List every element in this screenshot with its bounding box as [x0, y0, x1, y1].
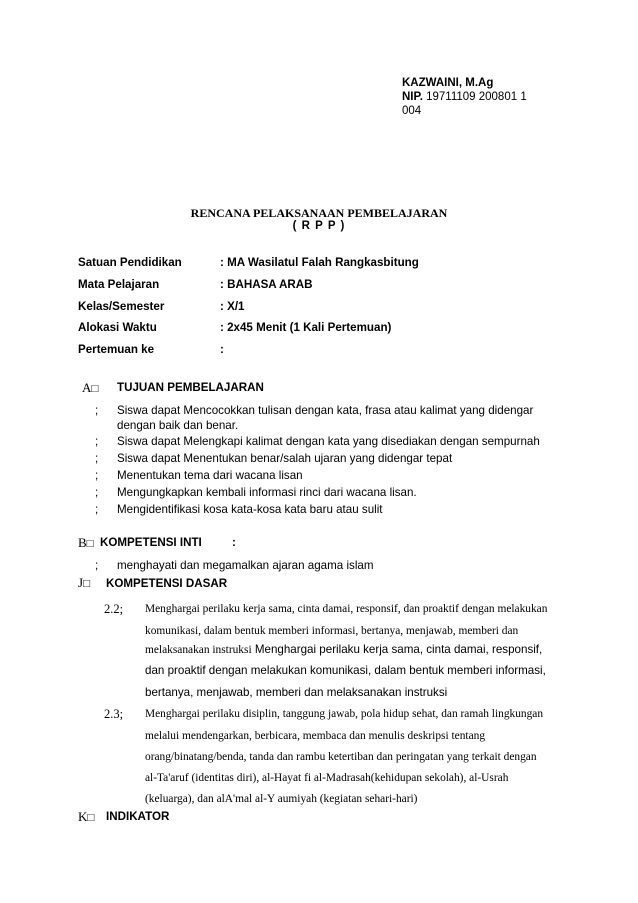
kd-line: orang/binatang/benda, tanda dan rambu ketertiban dan peringatan yang terkait dengan	[145, 751, 537, 763]
section-letter: A	[82, 380, 92, 395]
kd-number: 2.2;	[104, 602, 124, 616]
section-a-marker	[82, 380, 98, 396]
identity-label: Satuan Pendidikan	[78, 256, 182, 269]
author-nip	[402, 90, 527, 104]
bullet: ;	[95, 452, 99, 465]
bullet: ;	[95, 503, 99, 516]
square-glyph-icon: □	[91, 382, 99, 395]
section-c-marker	[78, 575, 90, 591]
list-item: Mengungkapkan kembali informasi rinci dari wacana lisan.	[117, 486, 417, 499]
kd-line: Menghargai perilaku disiplin, tanggung jawab, pola hidup sehat, dan ramah lingkungan	[145, 708, 544, 720]
kd-line-sans: Menghargai perilaku kerja sama, cinta damai, responsif,	[254, 643, 543, 656]
bullet: ;	[95, 559, 99, 572]
section-a-title: TUJUAN PEMBELAJARAN	[117, 381, 264, 394]
section-b-title: KOMPETENSI INTI	[100, 536, 202, 549]
kd-line: al-Ta'aruf (identitas diri), al-Hayat fi al-Madrasah(kehidupan sekolah), al-Usrah	[145, 772, 509, 784]
kd-line: dan proaktif dengan melakukan komunikasi, dalam bentuk memberi informasi,	[145, 664, 546, 677]
section-b-marker	[78, 535, 94, 551]
kd-line: bertanya, menjawab, memberi dan melaksanakan instruksi	[145, 686, 448, 699]
kd-line: melalui mendengarkan, berbicara, membaca dan menulis deskripsi tentang	[145, 730, 486, 742]
document-subtitle: ( R P P )	[292, 220, 346, 232]
bullet: ;	[95, 486, 99, 499]
identity-label: Mata Pelajaran	[78, 278, 160, 291]
identity-value: : X/1	[220, 300, 245, 313]
section-d-marker	[78, 809, 94, 825]
identity-label: Kelas/Semester	[78, 300, 165, 313]
kd-line: Menghargai perilaku kerja sama, cinta damai, responsif, dan proaktif dengan melakukan	[145, 603, 548, 615]
square-glyph-icon: □	[87, 811, 95, 824]
section-letter: B	[78, 535, 87, 550]
list-item: Siswa dapat Melengkapi kalimat dengan kata yang disediakan dengan sempurnah	[117, 435, 540, 448]
identity-label: Pertemuan ke	[78, 343, 155, 356]
identity-value: : BAHASA ARAB	[220, 278, 313, 291]
kd-line-mixed	[145, 643, 542, 656]
list-item: Menentukan tema dari wacana lisan	[117, 469, 303, 482]
section-c-title: KOMPETENSI DASAR	[106, 577, 228, 590]
section-letter: K	[78, 809, 88, 824]
bullet: ;	[95, 404, 99, 417]
identity-label: Alokasi Waktu	[78, 321, 157, 334]
square-glyph-icon: □	[86, 537, 94, 550]
section-d-title: INDIKATOR	[106, 810, 170, 823]
document-title: RENCANA PELAKSANAAN PEMBELAJARAN	[190, 206, 448, 220]
bullet: ;	[95, 435, 99, 448]
kd-line: (keluarga), dan alA'mal al-Y aumiyah (kegiatan sehari-hari)	[145, 793, 418, 805]
list-item: Mengidentifikasi kosa kata-kosa kata baru atau sulit	[117, 503, 383, 516]
nip-number: 19711109 200801 1	[426, 91, 527, 103]
square-glyph-icon: □	[83, 577, 91, 590]
section-letter: J	[78, 575, 84, 590]
bullet: ;	[95, 469, 99, 482]
author-name: KAZWAINI, M.Ag	[402, 77, 494, 89]
author-nip-cont: 004	[402, 105, 422, 117]
identity-value: : MA Wasilatul Falah Rangkasbitung	[220, 256, 419, 269]
list-item: Siswa dapat Mencocokkan tulisan dengan kata, frasa atau kalimat yang didengar	[117, 404, 534, 417]
kd-line-serif: melaksanakan instruksi	[145, 644, 252, 656]
list-item: menghayati dan megamalkan ajaran agama islam	[117, 559, 374, 572]
list-item-cont: dengan baik dan benar.	[117, 419, 239, 432]
list-item: Siswa dapat Menentukan benar/salah ujaran yang didengar tepat	[117, 452, 453, 465]
nip-label: NIP.	[402, 91, 423, 103]
identity-value: :	[220, 343, 224, 356]
kd-number: 2.3;	[104, 707, 124, 721]
section-b-colon: :	[232, 536, 236, 549]
kd-line: komunikasi, dalam bentuk memberi informasi, bertanya, menjawab, memberi dan	[145, 625, 519, 637]
identity-value: : 2x45 Menit (1 Kali Pertemuan)	[220, 321, 392, 334]
